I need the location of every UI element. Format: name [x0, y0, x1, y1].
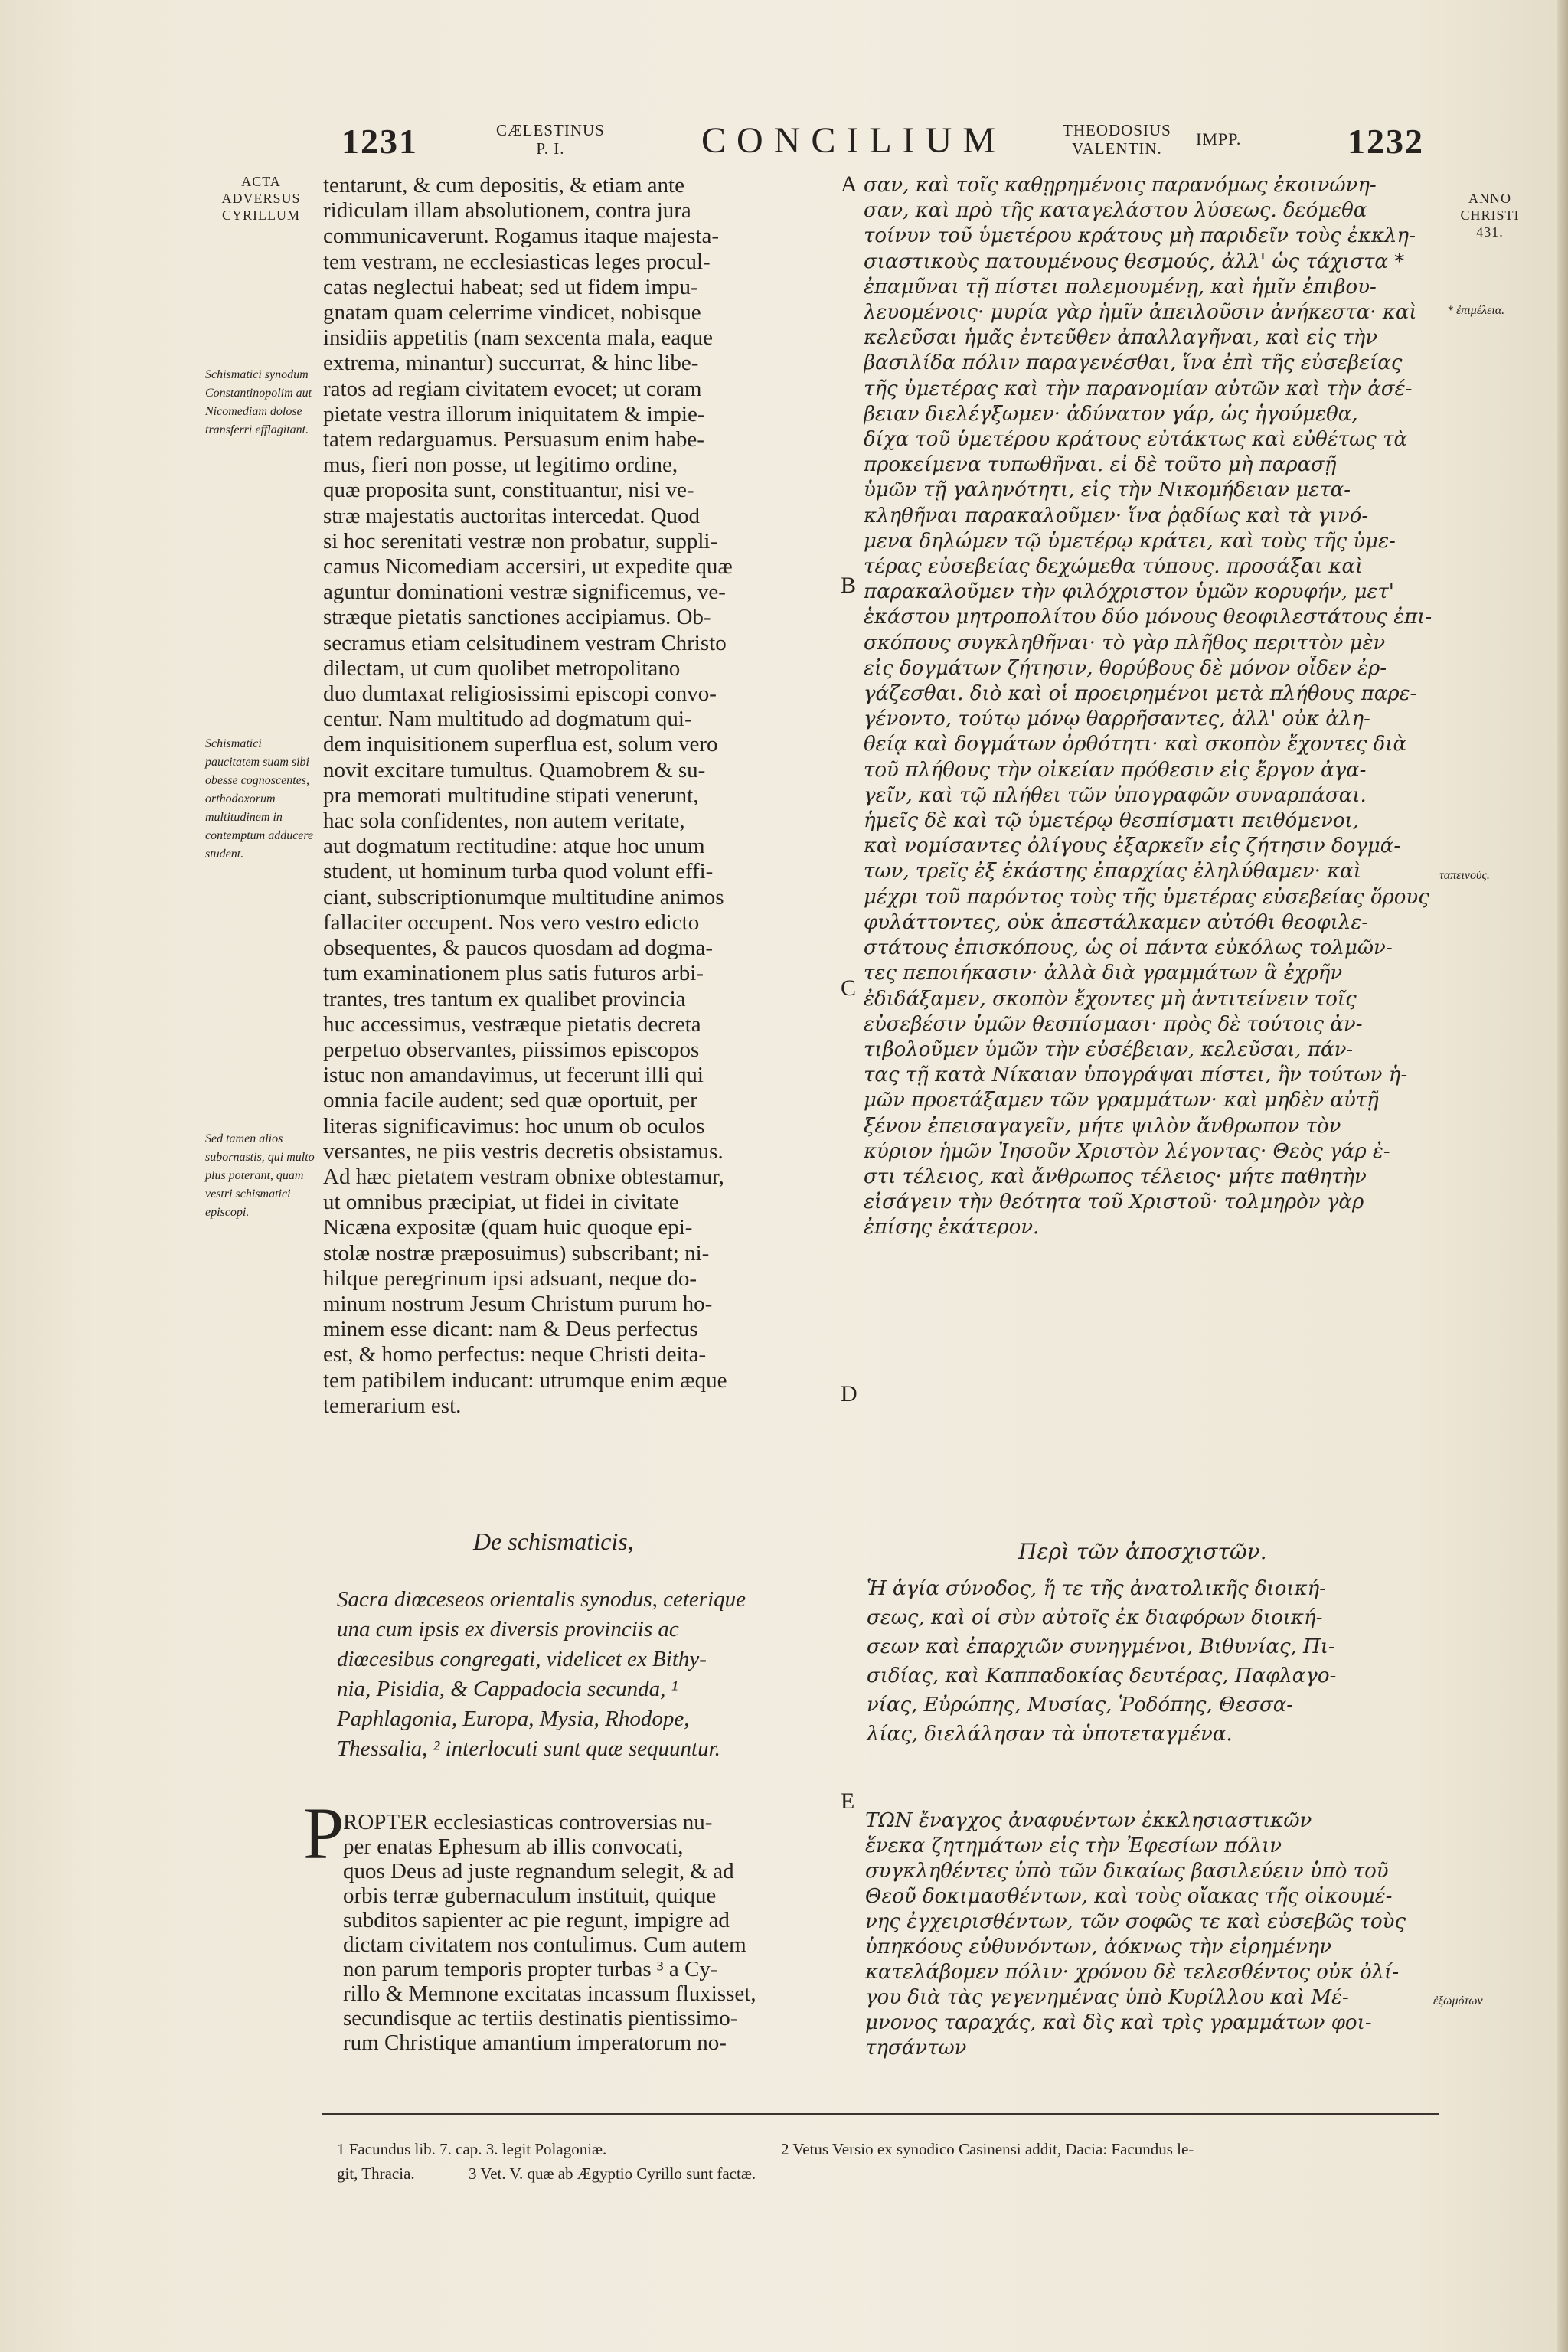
latin-text-line: omnia facile audent; sed quæ oportuit, per — [323, 1088, 697, 1113]
greek-text-line: ἐπίσης ἑκάτερον. — [864, 1216, 1040, 1240]
latin-declaration — [337, 1585, 746, 1764]
latin-text-line: tum examinationem plus satis futuros arbi- — [323, 961, 704, 986]
greek-declaration-line: λίας, διελάλησαν τὰ ὑποτεταγμένα. — [867, 1723, 1233, 1746]
greek-text-line: σκόπους συγκληθῆναι· τὸ γὰρ πλῆθος περιττὸν μὲν — [864, 631, 1386, 655]
greek-text-line: λευομένοις· μυρία γὰρ ἡμῖν ἀπειλοῦσιν ἀνήκεστα· καὶ — [864, 301, 1417, 325]
greek-body-line: συγκληθέντες ὑπὸ τῶν δικαίως βασιλεύειν ὑπὸ τοῦ — [865, 1860, 1389, 1883]
greek-declaration — [867, 1574, 1336, 1749]
latin-declaration-line: Sacra diœceseos orientalis synodus, ceterique — [337, 1587, 746, 1612]
latin-column — [323, 173, 822, 1419]
latin-declaration-line: una cum ipsis ex diversis provinciis ac — [337, 1617, 679, 1642]
latin-text-line: huc accessimus, vestræque pietatis decreta — [323, 1011, 701, 1037]
left-running-head-line1: CÆLESTINUS — [496, 121, 605, 139]
latin-text-line: dilectam, ut cum quolibet metropolitano — [323, 655, 681, 681]
greek-body-line: μνονος ταραχάς, καὶ δὶς καὶ τρὶς γραμμάτων φοι- — [865, 2011, 1372, 2034]
latin-text-line: gnatam quam celerrime vindicet, nobisque — [323, 300, 701, 325]
greek-text-line: κληθῆναι παρακαλοῦμεν· ἵνα ῥᾳδίως καὶ τὰ γινό- — [864, 504, 1369, 528]
greek-body-line: Θεοῦ δοκιμασθέντων, καὶ τοὺς οἴακας τῆς οἰκουμέ- — [865, 1885, 1393, 1908]
latin-text-line: temerarium est. — [323, 1393, 462, 1418]
greek-text-line: στι τέλειος, καὶ ἄνθρωπος τέλειος· μήτε παθητὴν — [864, 1165, 1367, 1188]
latin-body-line: secundisque ac tertiis destinatis pientissimo- — [343, 2006, 738, 2030]
greek-text-line: τέρας εὐσεβείας δεχώμεθα τύπους. προσάξαι καὶ — [864, 555, 1364, 579]
latin-body-line: per enatas Ephesum ab illis convocati, — [343, 1834, 684, 1859]
latin-text-line: literas significavimus: hoc unum ob oculos — [323, 1113, 705, 1138]
latin-declaration-line: Paphlagonia, Europa, Mysia, Rhodope, — [337, 1707, 690, 1731]
greek-text-line: εὐσεβέσιν ὑμῶν θεσπίσμασι· πρὸς δὲ τούτοις ἀν- — [864, 1012, 1363, 1036]
greek-text-line: τοίνυν τοῦ ὑμετέρου κράτους μὴ παριδεῖν τοὺς ἐκκλη- — [864, 224, 1416, 248]
greek-text-line: βειαν διελέγξωμεν· ἀδύνατον γάρ, ὡς ἡγούμεθα, — [864, 402, 1358, 426]
footnote-2: 2 Vetus Versio ex synodico Casinensi addit, Dacia: Facundus le- — [781, 2140, 1194, 2158]
latin-text-line: novit excitare tumultus. Quamobrem & su- — [323, 757, 706, 782]
latin-text-line: centur. Nam multitudo ad dogmatum qui- — [323, 707, 692, 732]
greek-declaration-line: Ἡ ἁγία σύνοδος, ἥ τε τῆς ἀνατολικῆς διοική- — [867, 1577, 1327, 1600]
greek-body-line: νης ἐγχειρισθέντων, τῶν σοφῶς τε καὶ εὐσεβῶς τοὺς — [865, 1910, 1406, 1933]
latin-text-line: si hoc serenitati vestræ non probatur, suppli- — [323, 528, 718, 554]
latin-text-line: tem vestram, ne ecclesiasticas leges procul- — [323, 249, 710, 274]
latin-declaration-line: nia, Pisidia, & Cappadocia secunda, ¹ — [337, 1677, 678, 1701]
page-title: CONCILIUM — [701, 120, 1006, 161]
footnote-rule — [322, 2113, 1439, 2115]
greek-declaration-line: νίας, Εὐρώπης, Μυσίας, Ῥοδόπης, Θεσσα- — [867, 1694, 1294, 1717]
latin-body-line: rillo & Memnone excitatas incassum fluxisset, — [343, 1981, 756, 2006]
right-running-head — [1063, 121, 1171, 158]
greek-text-line: ἐπαμῦναι τῇ πίστει πολεμουμένῃ, καὶ ἡμῖν ἐπιβου- — [864, 275, 1377, 299]
left-page-number: 1231 — [341, 122, 418, 161]
right-running-head-line2: VALENTIN. — [1072, 139, 1162, 158]
greek-declaration-line: σιδίας, καὶ Καππαδοκίας δευτέρας, Παφλαγο- — [867, 1664, 1337, 1687]
latin-body-line: non parum temporis propter turbas ³ a Cy- — [343, 1957, 718, 1981]
greek-text-line: ὑμῶν τῇ γαληνότητι, εἰς τὴν Νικομήδειαν μετα- — [864, 479, 1351, 502]
greek-declaration-line: σεων καὶ ἐπαρχιῶν συνηγμένοι, Βιθυνίας, Πι- — [867, 1635, 1335, 1658]
latin-text-line: mus, fieri non posse, ut legitimo ordine, — [323, 452, 678, 478]
greek-text-line: των, τρεῖς ἐξ ἑκάστης ἐπαρχίας ἐληλύθαμεν· καὶ — [864, 860, 1361, 884]
latin-text-line: est, & homo perfectus: neque Christi deita- — [323, 1342, 707, 1367]
greek-text-line: μέχρι τοῦ παρόντος τοὺς τῆς ὑμετέρας εὐσεβείας ὅρους — [864, 885, 1429, 909]
latin-text-line: ciant, subscriptionumque multitudine animos — [323, 884, 724, 910]
greek-body-line: ΤΩΝ ἔναγχος ἀναφυέντων ἐκκλησιαστικῶν — [865, 1809, 1312, 1832]
latin-dropcap: P — [303, 1792, 345, 1874]
latin-text-line: stræque pietatis sanctiones accipiamus. Ob- — [323, 605, 711, 630]
margin-note-greek-3: ἐξωμότων — [1433, 1994, 1483, 2007]
greek-section-body — [865, 1808, 1438, 2061]
greek-text-line: μενα δηλώμεν τῷ ὑμετέρῳ κράτει, καὶ τοὺς τῆς ὑμε- — [864, 529, 1396, 553]
margin-note-synodum: Schismatici synodum Constantinopolim aut Nicomediam dolose transferri efflagitant. — [205, 368, 312, 436]
section-marker-a: A — [841, 172, 858, 197]
margin-note-suborna: Sed tamen alios subornastis, qui multo plus poterant, quam vestri schismatici episcopi. — [205, 1132, 315, 1219]
latin-text-line: minem esse dicant: nam & Deus perfectus — [323, 1317, 698, 1342]
latin-declaration-line: Thessalia, ² interlocuti sunt quæ sequuntur. — [337, 1736, 720, 1761]
latin-text-line: camus Nicomediam accersiri, ut expedite quæ — [323, 554, 733, 580]
latin-text-line: istuc non amandavimus, ut fecerunt illi qui — [323, 1063, 704, 1088]
latin-text-line: secramus etiam celsitudinem vestram Christo — [323, 630, 727, 655]
greek-body-line: ἕνεκα ζητημάτων εἰς τὴν Ἐφεσίων πόλιν — [865, 1834, 1282, 1857]
section-marker-c: C — [841, 975, 857, 1001]
footnote-3: 3 Vet. V. quæ ab Ægyptio Cyrillo sunt factæ. — [469, 2164, 756, 2183]
greek-text-line: στάτους ἐπισκόπους, ὡς οἱ πάντα εὐκόλως τολμῶν- — [864, 936, 1393, 960]
greek-text-line: τας τῇ κατὰ Νίκαιαν ὑπογράψαι πίστει, ἣν τούτων ἡ- — [864, 1063, 1408, 1087]
greek-text-line: βασιλίδα πόλιν παραγενέσθαι, ἵνα ἐπὶ τῆς εὐσεβείας — [864, 351, 1403, 375]
latin-text-line: student, ut hominum turba quod volunt effi- — [323, 859, 714, 884]
latin-text-line: aguntur dominationi vestræ significemus, ve- — [323, 580, 726, 605]
latin-text-line: insidiis appetitis (nam sexcenta mala, eaque — [323, 325, 713, 351]
greek-declaration-line: σεως, καὶ οἱ σὺν αὐτοῖς ἐκ διαφόρων διοική- — [867, 1606, 1323, 1629]
latin-text-line: quæ proposita sunt, constituantur, nisi ve- — [323, 478, 694, 503]
left-running-head-line2: P. I. — [536, 139, 565, 158]
footnote-1: 1 Facundus lib. 7. cap. 3. legit Polagoniæ. — [337, 2140, 607, 2158]
latin-text-line: Ad hæc pietatem vestram obnixe obtestamur, — [323, 1164, 724, 1189]
greek-body-line: γου διὰ τὰς γεγενημένας ὑπὸ Κυρίλλου καὶ Μέ- — [865, 1986, 1349, 2009]
latin-text-line: obsequentes, & paucos quosdam ad dogma- — [323, 936, 714, 961]
greek-text-line: τοῦ πλήθους τὴν οἰκείαν πρόθεσιν εἰς ἔργον ἀγα- — [864, 758, 1367, 782]
latin-text-line: dem inquisitionem superflua est, solum vero — [323, 732, 718, 757]
latin-body-line: dictam civitatem nos contulimus. Cum autem — [343, 1932, 746, 1957]
latin-text-line: tatem redarguamus. Persuasum enim habe- — [323, 427, 704, 452]
greek-text-line: γένοντο, τούτῳ μόνῳ θαρρῆσαντες, ἀλλ' οὐκ ἀλη- — [864, 707, 1370, 731]
latin-text-line: catas neglectui habeat; sed ut fidem impu- — [323, 274, 698, 299]
margin-note-acta: ACTA ADVERSUS CYRILLUM — [221, 174, 301, 223]
latin-text-line: fallaciter occupent. Nos vero vestro edicto — [323, 910, 700, 935]
greek-text-line: ἑκάστου μητροπολίτου δύο μόνους θεοφιλεστάτους ἐπι- — [864, 606, 1432, 629]
right-page-number: 1232 — [1348, 122, 1424, 161]
latin-body-line: quos Deus ad juste regnandum selegit, & ad — [343, 1859, 734, 1883]
latin-text-line: Nicæna expositæ (quam huic quoque epi- — [323, 1215, 693, 1240]
latin-body-line: ROPTER ecclesiasticas controversias nu- — [343, 1810, 713, 1834]
latin-text-line: pietate vestra illorum iniquitatem & impie- — [323, 401, 705, 426]
latin-text-line: stræ majestatis auctoritas intercedat. Quod — [323, 503, 701, 528]
latin-section-body — [343, 1810, 822, 2055]
greek-body-line: τησάντων — [865, 2037, 967, 2060]
greek-text-line: δίχα τοῦ ὑμετέρου κράτους εὐτάκτως καὶ εὐθέτως τὰ — [864, 428, 1408, 452]
left-running-head — [496, 121, 605, 158]
latin-text-line: aut dogmatum rectitudine: atque hoc unum — [323, 834, 705, 859]
right-running-head-tag: IMPP. — [1196, 129, 1242, 149]
page-gutter — [1557, 0, 1568, 2352]
footnote-1-cont: git, Thracia. — [337, 2164, 415, 2183]
latin-text-line: hac sola confidentes, non autem veritate, — [323, 808, 685, 834]
greek-text-line: τῆς ὑμετέρας καὶ τὴν παρανομίαν αὐτῶν καὶ τὴν ἀσέ- — [864, 377, 1413, 400]
latin-text-line: minum nostrum Jesum Christum purum ho- — [323, 1291, 713, 1316]
greek-text-line: ἡμεῖς δὲ καὶ τῷ ὑμετέρῳ θεσπίσματι πειθόμενοι, — [864, 809, 1359, 833]
latin-declaration-line: diœcesibus congregati, videlicet ex Bithy- — [337, 1647, 707, 1671]
greek-text-line: γεῖν, καὶ τῷ πλήθει τῶν ὑπογραφῶν συναρπάσαι. — [864, 783, 1367, 807]
latin-text-line: extrema, minantur) succurrat, & hinc libe- — [323, 351, 699, 376]
latin-text-line: ratos ad regiam civitatem evocet; ut coram — [323, 376, 702, 401]
greek-text-line: γάζεσθαι. διὸ καὶ οἱ προειρημένοι μετὰ πλήθους παρε- — [864, 682, 1417, 706]
greek-section-title: Περὶ τῶν ἀποσχιστῶν. — [1018, 1539, 1267, 1564]
section-marker-b: B — [841, 573, 857, 598]
greek-body-line: κατελάβομεν πόλιν· χρόνου δὲ τελεσθέντος οὐκ ὀλί- — [865, 1961, 1400, 1984]
latin-text-line: versantes, ne piis vestris decretis obsistamus. — [323, 1138, 724, 1164]
greek-text-line: τιβολοῦμεν ὑμῶν τὴν εὐσέβειαν, κελεῦσαι, πάν- — [864, 1037, 1354, 1061]
latin-section-title: De schismaticis, — [473, 1527, 634, 1555]
greek-text-line: σαν, καὶ πρὸ τῆς καταγελάστου λύσεως. δεόμεθα — [864, 199, 1367, 223]
greek-text-line: ξένον ἐπεισαγαγεῖν, μήτε ψιλὸν ἄνθρωπον τὸν — [864, 1114, 1341, 1138]
greek-text-line: παρακαλοῦμεν τὴν φιλόχριστον ὑμῶν κορυφήν, μετ' — [864, 580, 1394, 604]
greek-text-line: προκείμενα τυπωθῆναι. εἰ δὲ τοῦτο μὴ παρασῇ — [864, 453, 1337, 477]
latin-body-line: orbis terræ gubernaculum instituit, quique — [343, 1883, 717, 1908]
section-marker-d: D — [841, 1381, 858, 1406]
greek-text-line: κύριον ἡμῶν Ἰησοῦν Χριστὸν λέγοντας· Θεὸς γάρ ἐ- — [864, 1139, 1390, 1163]
latin-body-line: rum Christique amantium imperatorum no- — [343, 2030, 727, 2055]
year-block — [1444, 190, 1536, 240]
latin-text-line: tem patibilem inducant: utrumque enim æque — [323, 1367, 727, 1393]
running-header — [0, 115, 1568, 176]
latin-text-line: stolæ nostræ præposuimus) subscribant; ni- — [323, 1240, 710, 1266]
latin-text-line: trantes, tres tantum ex qualibet provincia — [323, 986, 686, 1011]
latin-text-line: duo dumtaxat religiosissimi episcopi convo- — [323, 681, 717, 707]
greek-text-line: θείᾳ καὶ δογμάτων ὀρθότητι· καὶ σκοπὸν ἔχοντες διὰ — [864, 733, 1407, 756]
year-value: 431. — [1476, 224, 1504, 240]
year-label: ANNO CHRISTI — [1460, 191, 1520, 223]
greek-text-line: καὶ νομίσαντες ὀλίγους ἐξαρκεῖν εἰς ζήτησιν δογμά- — [864, 835, 1401, 858]
latin-text-line: hilque peregrinum ipsi adsuant, neque do- — [323, 1266, 697, 1291]
latin-text-line: communicaverunt. Rogamus itaque majesta- — [323, 224, 720, 249]
greek-text-line: φυλάττοντες, οὐκ ἀπεστάλκαμεν αὐτόθι θεοφιλε- — [864, 910, 1369, 934]
latin-text-line: ridiculam illam absolutionem, contra jura — [323, 198, 691, 224]
latin-text-line: tentarunt, & cum depositis, & etiam ante — [323, 173, 684, 198]
greek-text-line: εἰσάγειν τὴν θεότητα τοῦ Χριστοῦ· τολμηρὸν γὰρ — [864, 1191, 1364, 1214]
margin-note-greek-1: * ἐπιμέλεια. — [1447, 304, 1505, 317]
latin-text-line: perpetuo observantes, piissimos episcopos — [323, 1037, 700, 1062]
margin-note-paucitatem: Schismatici paucitatem suam sibi obesse cognoscentes, orthodoxorum multitudinem in contemptum adducere student. — [205, 737, 314, 861]
greek-text-line: ἐδιδάξαμεν, σκοπὸν ἔχοντες μὴ ἀντιτείνειν τοῖς — [864, 987, 1357, 1011]
greek-text-line: μῶν προετάξαμεν τῶν γραμμάτων· καὶ μηδὲν αὐτῇ — [864, 1089, 1379, 1112]
margin-note-greek-2: ταπεινούς. — [1439, 869, 1490, 882]
section-marker-e: E — [841, 1788, 855, 1814]
latin-body-line: subditos sapienter ac pie regunt, impigre ad — [343, 1908, 730, 1932]
greek-text-line: εἰς δογμάτων ζήτησιν, θορύβους δὲ μόνον οἶδεν ἐρ- — [864, 656, 1387, 680]
latin-text-line: pra memorati multitudine stipati venerunt, — [323, 782, 699, 808]
greek-text-line: κελεῦσαι ἡμᾶς ἐντεῦθεν ἀπαλλαγῆναι, καὶ εἰς τὴν — [864, 326, 1378, 350]
latin-text-line: ut omnibus præcipiat, ut fidei in civitate — [323, 1190, 679, 1215]
greek-text-line: σαν, καὶ τοῖς καθῃρημένοις παρανόμως ἐκοινώνη- — [864, 174, 1377, 197]
greek-text-line: τες πεποιήκασιν· ἀλλὰ διὰ γραμμάτων ἃ ἐχρῆν — [864, 962, 1343, 985]
greek-body-line: ὑπηκόους εὐθυνόντων, ἀόκνως τὴν εἰρημένην — [865, 1936, 1332, 1958]
right-running-head-line1: THEODOSIUS — [1063, 121, 1171, 139]
greek-column — [864, 173, 1436, 1241]
greek-text-line: σιαστικοὺς πατουμένους θεσμούς, ἀλλ' ὡς τάχιστα * — [864, 250, 1405, 273]
